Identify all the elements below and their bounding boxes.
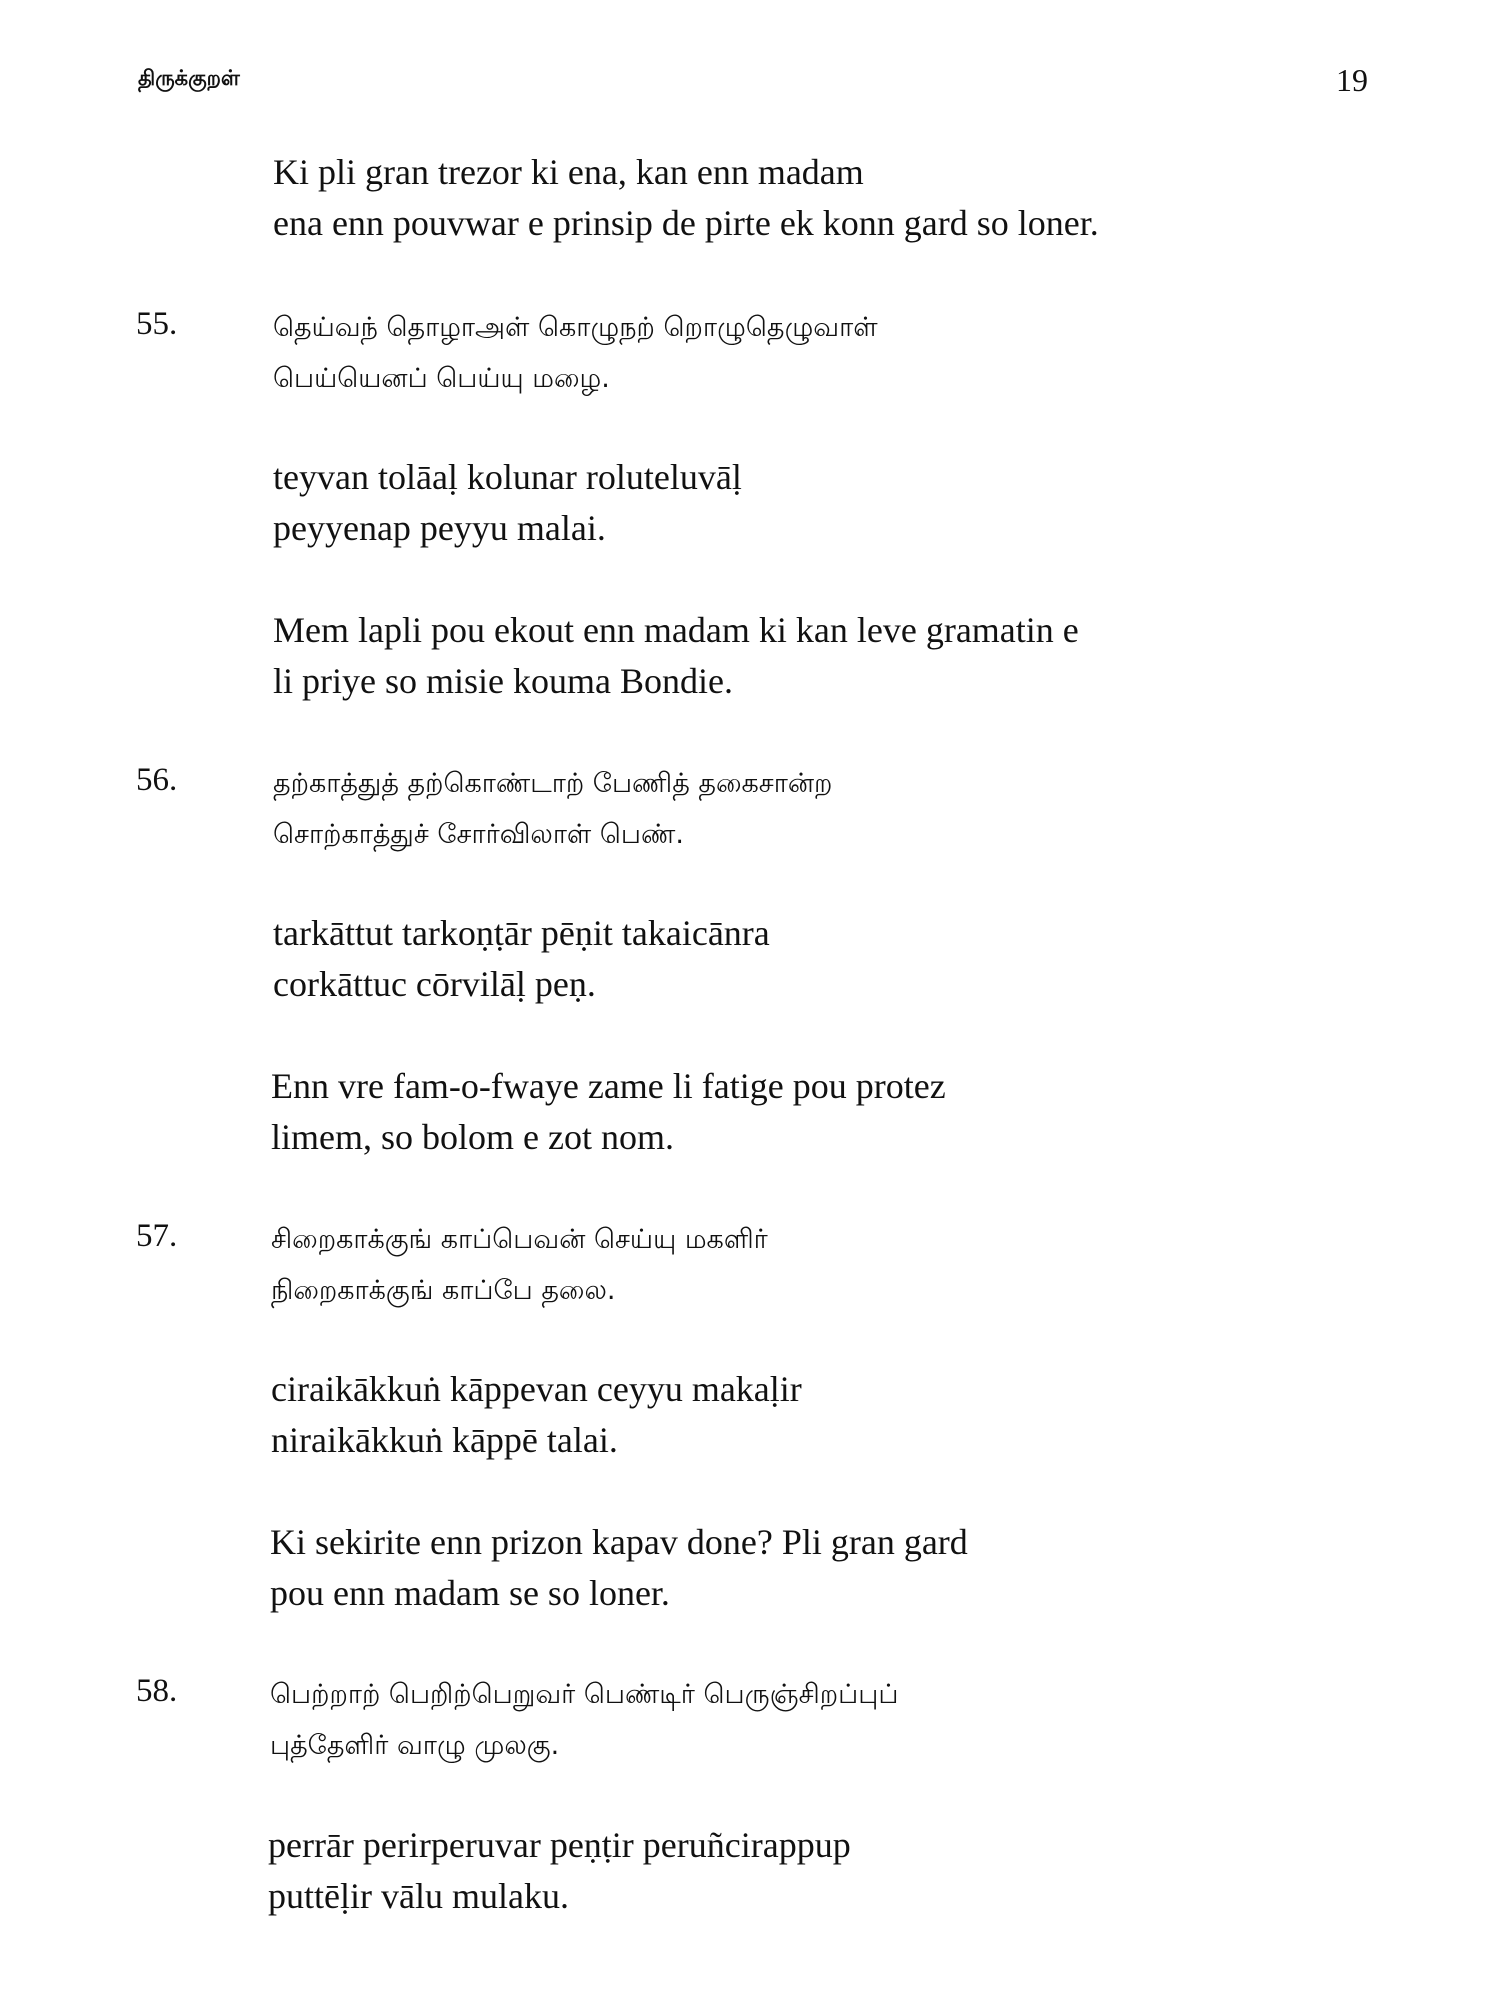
transliteration-line: teyvan tolāaḷ kolunar roluteluvāḷ	[273, 457, 742, 497]
tamil-line: தெய்வந் தொழாஅள் கொழுநற் றொழுதெழுவாள்	[273, 312, 878, 343]
translation	[273, 605, 1079, 707]
translation-line: pou enn madam se so loner.	[270, 1573, 670, 1613]
tamil-line: சிறைகாக்குங் காப்பெவன் செய்யு மகளிர்	[271, 1224, 768, 1255]
page-number: 19	[1336, 62, 1368, 98]
tamil-couplet	[273, 302, 878, 404]
transliteration	[273, 908, 770, 1010]
verse-number: 58.	[136, 1673, 178, 1709]
transliteration	[271, 1364, 802, 1466]
transliteration-line: perrār perirperuvar peṇṭir peruñcirappup	[268, 1825, 851, 1865]
verse-number: 56.	[136, 762, 178, 798]
tamil-line: தற்காத்துத் தற்கொண்டாற் பேணித் தகைசான்ற	[273, 768, 833, 799]
intro-translation	[273, 147, 1099, 249]
transliteration-line: corkāttuc cōrvilāḷ peṇ.	[273, 964, 596, 1004]
transliteration	[273, 452, 742, 554]
transliteration	[268, 1820, 851, 1922]
translation-line: Mem lapli pou ekout enn madam ki kan leve gramatin e	[273, 610, 1079, 650]
tamil-line: பெற்றாற் பெறிற்பெறுவர் பெண்டிர் பெருஞ்சிறப்புப்	[270, 1679, 899, 1710]
translation	[271, 1061, 946, 1163]
transliteration-line: peyyenap peyyu malai.	[273, 508, 606, 548]
transliteration-line: puttēḷir vālu mulaku.	[268, 1876, 569, 1916]
translation-line: ena enn pouvwar e prinsip de pirte ek konn gard so loner.	[273, 203, 1099, 243]
translation-line: li priye so misie kouma Bondie.	[273, 661, 733, 701]
translation-line: limem, so bolom e zot nom.	[271, 1117, 674, 1157]
header-title: திருக்குறள்	[138, 66, 240, 90]
tamil-line: புத்தேளிர் வாழு முலகு.	[270, 1730, 560, 1761]
tamil-line: பெய்யெனப் பெய்யு மழை.	[273, 363, 610, 394]
tamil-line: சொற்காத்துச் சோர்விலாள் பெண்.	[273, 819, 684, 850]
verse-number: 55.	[136, 306, 178, 342]
tamil-couplet	[273, 758, 832, 860]
verse-number: 57.	[136, 1218, 178, 1254]
transliteration-line: tarkāttut tarkoṇṭār pēṇit takaicānra	[273, 913, 770, 953]
translation-line: Enn vre fam-o-fwaye zame li fatige pou protez	[271, 1066, 946, 1106]
translation	[270, 1517, 968, 1619]
tamil-couplet	[270, 1669, 898, 1771]
transliteration-line: ciraikākkuṅ kāppevan ceyyu makaḷir	[271, 1369, 802, 1409]
translation-line: Ki pli gran trezor ki ena, kan enn madam	[273, 152, 864, 192]
tamil-line: நிறைகாக்குங் காப்பே தலை.	[271, 1275, 616, 1306]
transliteration-line: niraikākkuṅ kāppē talai.	[271, 1420, 618, 1460]
tamil-couplet	[271, 1214, 768, 1316]
translation-line: Ki sekirite enn prizon kapav done? Pli gran gard	[270, 1522, 968, 1562]
